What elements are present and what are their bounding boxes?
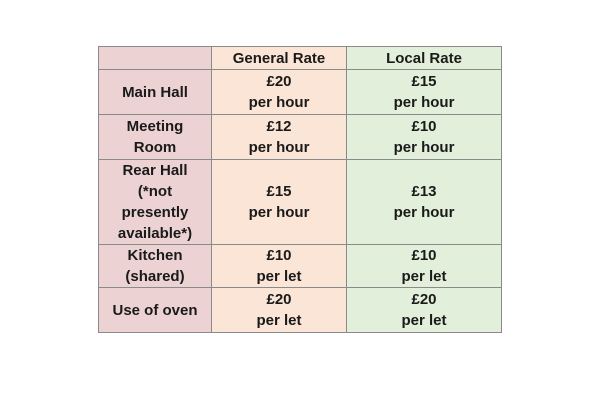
unit: per let xyxy=(401,312,447,329)
unit: per hour xyxy=(393,94,455,111)
local-rate-use-of-oven xyxy=(347,288,502,333)
general-rate-use-of-oven xyxy=(212,288,347,333)
unit: per hour xyxy=(248,139,310,156)
price: £15 xyxy=(411,73,437,90)
price: £10 xyxy=(266,247,292,264)
price: £13 xyxy=(411,183,437,200)
general-rate-rear-hall xyxy=(212,160,347,245)
label-line: available*) xyxy=(117,225,193,242)
price: £20 xyxy=(266,291,292,308)
general-rate-meeting-room xyxy=(212,115,347,160)
label-line: presently xyxy=(121,204,189,221)
price: £12 xyxy=(266,118,292,135)
header-local-rate: Local Rate xyxy=(347,47,502,70)
row-label-main-hall xyxy=(99,70,212,115)
row-label-kitchen xyxy=(99,245,212,288)
price: £10 xyxy=(411,247,437,264)
row-label-rear-hall xyxy=(99,160,212,245)
local-rate-rear-hall xyxy=(347,160,502,245)
unit: per let xyxy=(256,312,302,329)
label-line: Rear Hall xyxy=(122,162,188,179)
local-rate-kitchen xyxy=(347,245,502,288)
unit: per hour xyxy=(393,204,455,221)
label-line: Kitchen xyxy=(127,247,183,264)
header-blank-cell xyxy=(99,47,212,70)
table-row xyxy=(99,160,502,245)
unit: per hour xyxy=(393,139,455,156)
label-line: Room xyxy=(133,139,177,156)
row-label-use-of-oven xyxy=(99,288,212,333)
table-row xyxy=(99,245,502,288)
table-row xyxy=(99,288,502,333)
row-label-meeting-room xyxy=(99,115,212,160)
label-line: (shared) xyxy=(125,268,185,285)
unit: per let xyxy=(401,268,447,285)
price: £20 xyxy=(411,291,437,308)
unit: per let xyxy=(256,268,302,285)
price: £20 xyxy=(266,73,292,90)
label-line: Meeting xyxy=(126,118,184,135)
header-general-rate: General Rate xyxy=(212,47,347,70)
label-line: (*not xyxy=(137,183,173,200)
local-rate-meeting-room xyxy=(347,115,502,160)
table-row xyxy=(99,70,502,115)
rates-table xyxy=(98,46,502,333)
label-line: Main Hall xyxy=(122,83,188,101)
general-rate-kitchen xyxy=(212,245,347,288)
local-rate-main-hall xyxy=(347,70,502,115)
label-line: Use of oven xyxy=(112,301,198,319)
table-row xyxy=(99,115,502,160)
table-header-row xyxy=(99,47,502,70)
price: £15 xyxy=(266,183,292,200)
general-rate-main-hall xyxy=(212,70,347,115)
price: £10 xyxy=(411,118,437,135)
unit: per hour xyxy=(248,204,310,221)
unit: per hour xyxy=(248,94,310,111)
